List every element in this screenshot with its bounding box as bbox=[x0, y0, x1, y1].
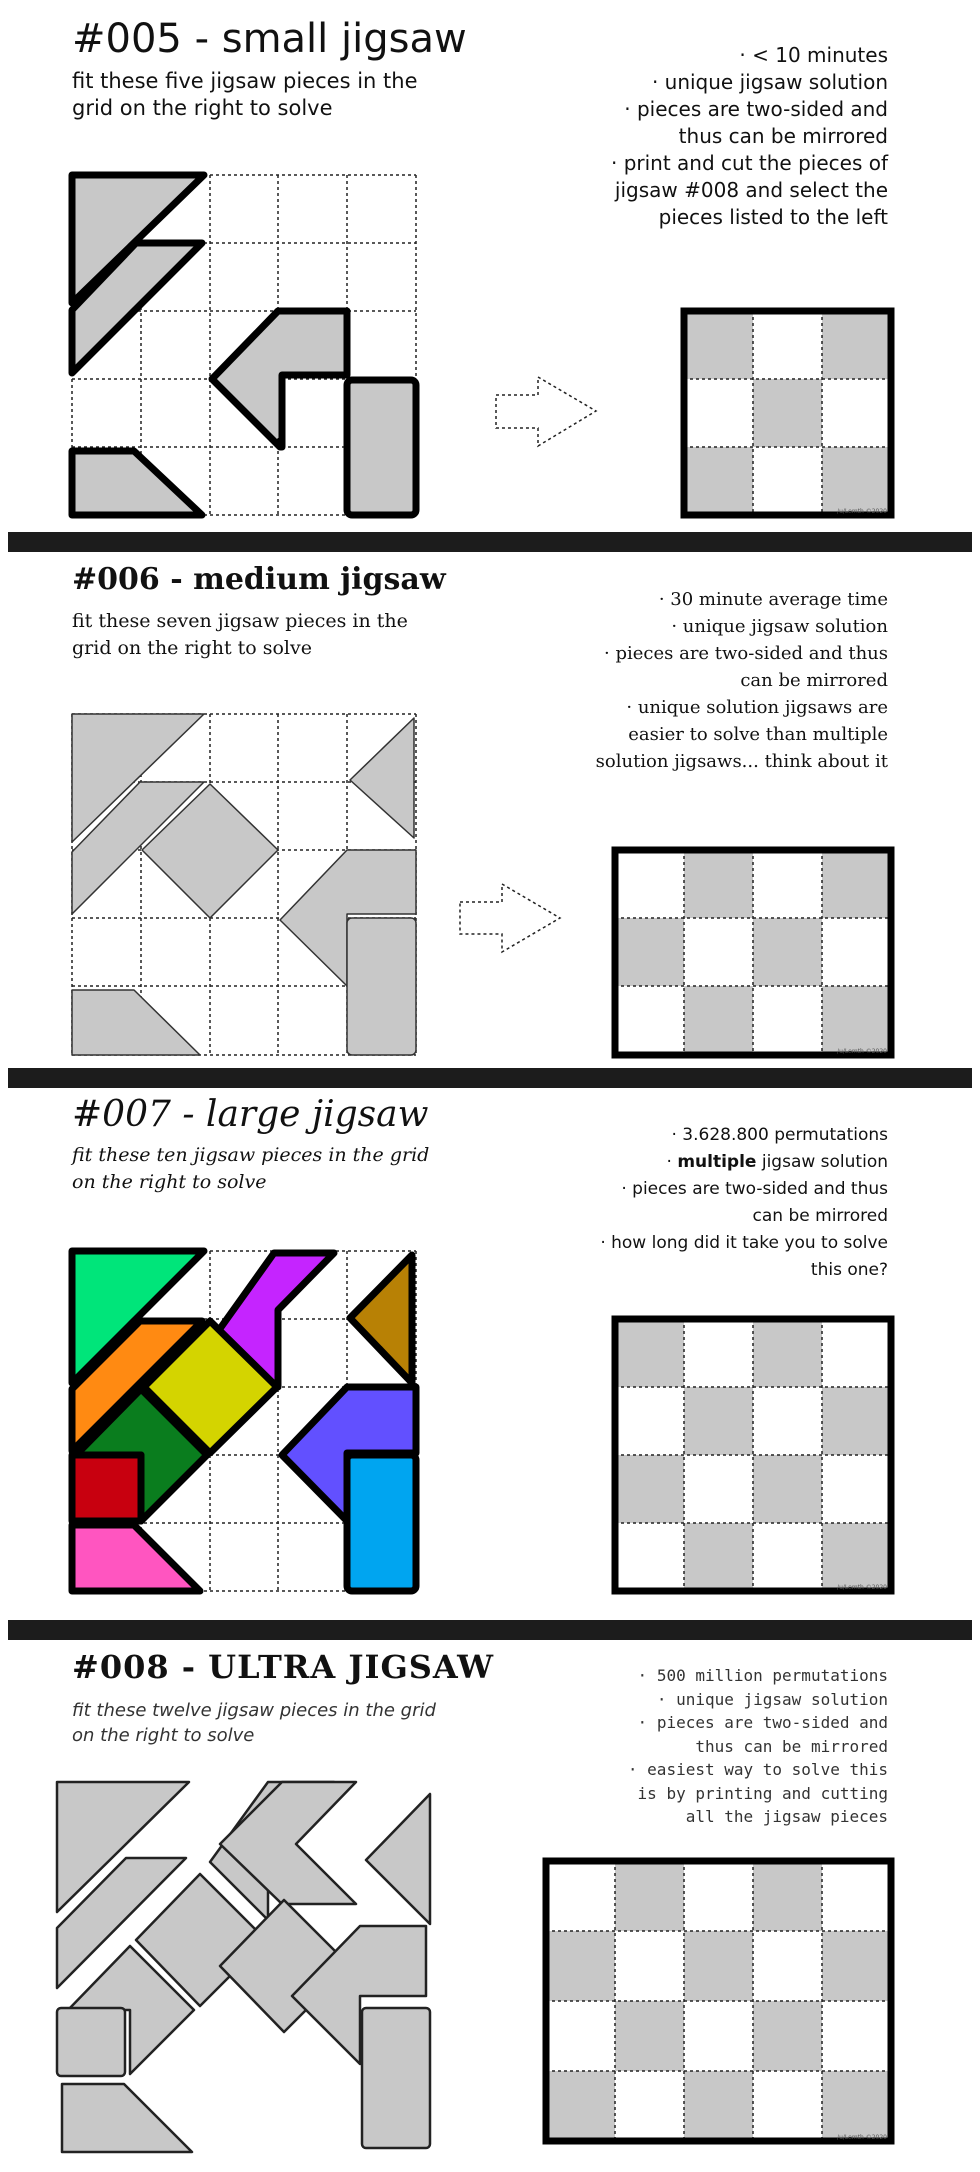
signature: /u/Lemth ©2020 bbox=[837, 2134, 887, 2141]
puzzle-title: #005 - small jigsaw bbox=[72, 16, 467, 62]
info-line: · easiest way to solve this bbox=[627, 1760, 888, 1779]
info-line: · pieces are two-sided and bbox=[624, 97, 888, 121]
signature: /u/Lemth ©2020 bbox=[837, 1584, 887, 1591]
target-grid bbox=[615, 1319, 891, 1591]
puzzle-subtitle: fit these five jigsaw pieces in the grid on the right to solve bbox=[72, 69, 418, 120]
jigsaw-piece bbox=[72, 1455, 141, 1521]
jigsaw-pieces bbox=[57, 1782, 430, 2152]
jigsaw-pieces bbox=[72, 175, 416, 515]
puzzle-subtitle: fit these ten jigsaw pieces in the grid on the right to solve bbox=[72, 1144, 430, 1193]
info-line: · multiple jigsaw solution bbox=[666, 1152, 888, 1172]
section-divider bbox=[8, 1620, 972, 1640]
puzzle-subtitle: fit these seven jigsaw pieces in the grid on the right to solve bbox=[72, 610, 408, 659]
info-line: · unique jigsaw solution bbox=[651, 70, 888, 94]
info-line: can be mirrored bbox=[740, 670, 888, 691]
jigsaw-piece bbox=[62, 2084, 192, 2152]
puzzle-008 bbox=[0, 1640, 980, 2172]
info-line: this one? bbox=[810, 1260, 888, 1280]
info-line: can be mirrored bbox=[752, 1206, 888, 1226]
puzzle-006 bbox=[0, 552, 980, 1068]
section-divider bbox=[8, 1068, 972, 1088]
jigsaw-pieces bbox=[72, 1251, 416, 1591]
puzzle-title: #006 - medium jigsaw bbox=[72, 562, 446, 597]
puzzle-title: #008 - ULTRA JIGSAW bbox=[72, 1648, 495, 1686]
info-line: · < 10 minutes bbox=[739, 43, 888, 67]
info-line: · unique jigsaw solution bbox=[671, 616, 888, 637]
info-line: · 3.628.800 permutations bbox=[671, 1125, 888, 1145]
info-line: · print and cut the pieces of bbox=[610, 151, 888, 175]
puzzle-subtitle: fit these twelve jigsaw pieces in the grid on the right to solve bbox=[72, 1700, 436, 1746]
jigsaw-piece bbox=[72, 451, 202, 515]
section-divider bbox=[8, 532, 972, 552]
target-grid bbox=[684, 311, 891, 515]
info-line: easier to solve than multiple bbox=[628, 724, 888, 745]
info-line: is by printing and cutting bbox=[637, 1783, 888, 1803]
jigsaw-piece bbox=[350, 718, 414, 838]
jigsaw-piece bbox=[366, 1794, 430, 1924]
info-line: all the jigsaw pieces bbox=[685, 1807, 888, 1826]
puzzle-title: #007 - large jigsaw bbox=[72, 1094, 429, 1135]
target-grid bbox=[615, 850, 891, 1055]
info-line: · pieces are two-sided and bbox=[637, 1713, 888, 1732]
puzzle-005-drawing bbox=[0, 0, 980, 532]
info-line: · unique jigsaw solution bbox=[656, 1689, 888, 1709]
jigsaw-pieces bbox=[72, 714, 416, 1055]
info-line: · 30 minute average time bbox=[658, 589, 888, 610]
info-line: pieces listed to the left bbox=[658, 205, 888, 229]
puzzle-006-drawing bbox=[0, 552, 980, 1068]
jigsaw-piece bbox=[347, 1455, 416, 1591]
jigsaw-piece bbox=[347, 918, 416, 1055]
signature: /u/Lemth ©2020 bbox=[837, 1048, 887, 1055]
info-line: · pieces are two-sided and thus bbox=[604, 643, 888, 664]
target-grid bbox=[546, 1861, 891, 2141]
info-line: thus can be mirrored bbox=[695, 1736, 888, 1756]
puzzle-007-drawing bbox=[0, 1088, 980, 1620]
jigsaw-piece bbox=[57, 2008, 125, 2076]
jigsaw-piece bbox=[347, 380, 416, 515]
info-line: jigsaw #008 and select the bbox=[614, 178, 888, 202]
jigsaw-piece bbox=[362, 2008, 430, 2148]
jigsaw-piece bbox=[72, 1525, 200, 1591]
arrow-right-icon bbox=[496, 377, 596, 446]
info-line: solution jigsaws... think about it bbox=[595, 751, 888, 772]
info-line: · how long did it take you to solve bbox=[600, 1233, 888, 1253]
info-line: thus can be mirrored bbox=[678, 124, 888, 148]
puzzle-007 bbox=[0, 1088, 980, 1620]
jigsaw-piece bbox=[72, 990, 200, 1055]
info-line: · 500 million permutations bbox=[637, 1666, 888, 1685]
arrow-right-icon bbox=[460, 884, 560, 952]
info-line: · pieces are two-sided and thus bbox=[621, 1179, 888, 1199]
jigsaw-piece bbox=[350, 1255, 412, 1383]
info-line: · unique solution jigsaws are bbox=[626, 697, 888, 718]
puzzle-008-drawing bbox=[0, 1640, 980, 2172]
puzzle-005 bbox=[0, 0, 980, 532]
signature: /u/Lemth ©2020 bbox=[837, 508, 887, 515]
